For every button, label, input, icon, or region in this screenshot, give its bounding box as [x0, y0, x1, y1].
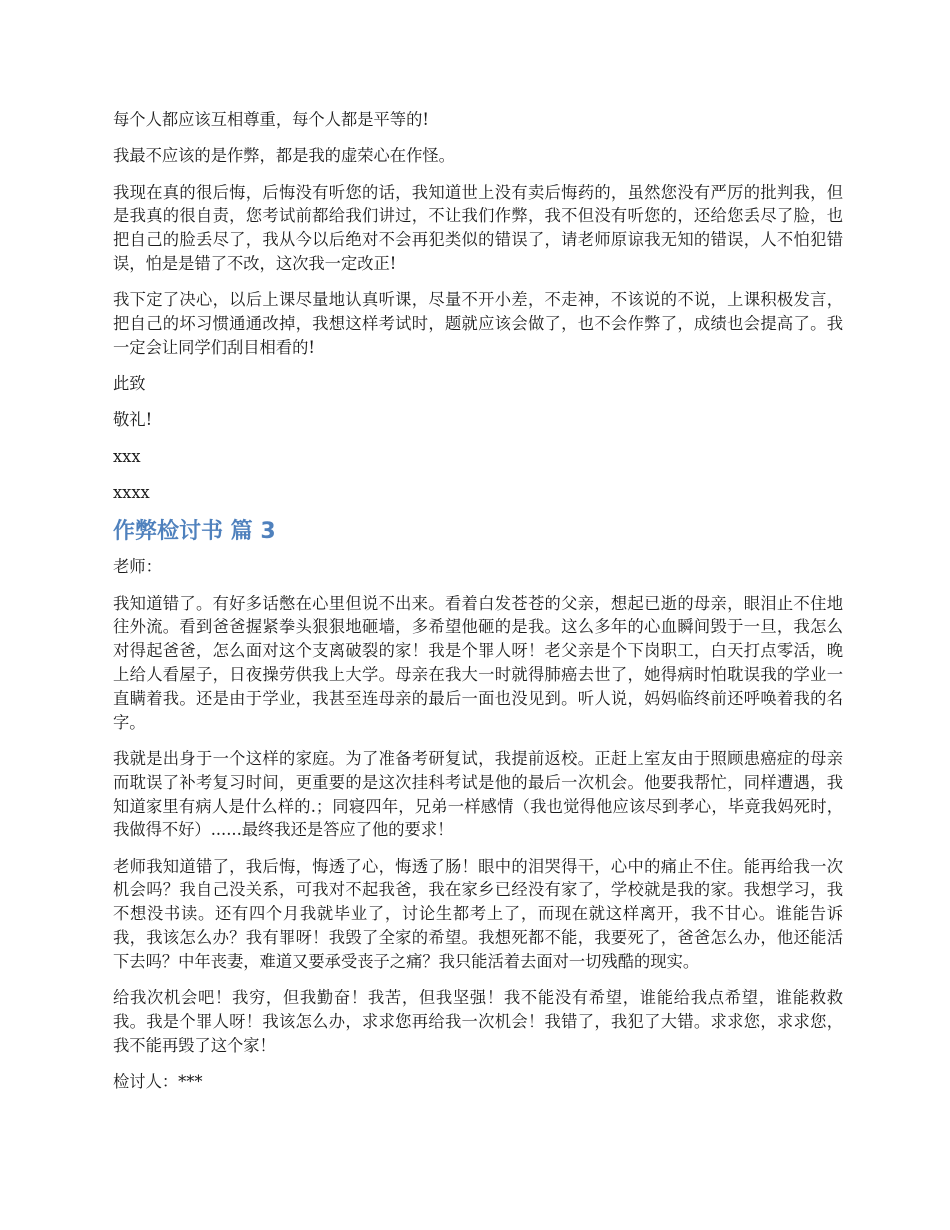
paragraph-remorse: 老师我知道错了，我后悔，悔透了心，悔透了肠！眼中的泪哭得干，心中的痛止不住。能再给我一次机会吗？我自己没关系，可我对不起我爸，我在家乡已经没有家了，学校就是我的家。我想学习，我不想没书读。还有四个月我就毕业了，讨论生都考上了，而现在就这样离开，我不甘心。谁能告诉我，我该怎么办？我有罪呀！我毁了全家的希望。我想死都不能，我要死了，爸爸怎么办，他还能活下去吗？中年丧妻，难道又要承受丧子之痛？我只能活着去面对一切残酷的现实。: [113, 856, 843, 971]
closing-jingli: 敬礼!: [113, 410, 153, 430]
paragraph-background: 我就是出身于一个这样的家庭。为了准备考研复试，我提前返校。正赶上室友由于照顾患癌症的母亲而耽误了补考复习时间，更重要的是这次挂科考试是他的最后一次机会。他要我帮忙，同样遭遇，我知道家里有病人是什么样的.；同寝四年，兄弟一样感情（我也觉得他应该尽到孝心，毕竟我妈死时，我做得不好）......最终我还是答应了他的要求！: [113, 748, 843, 840]
paragraph-family: 我知道错了。有好多话憋在心里但说不出来。看着白发苍苍的父亲，想起已逝的母亲，眼泪止不住地往外流。看到爸爸握紧拳头狠狠地砸墙，多希望他砸的是我。这么多年的心血瞬间毁于一旦，我怎么对得起爸爸，怎么面对这个支离破裂的家！我是个罪人呀！老父亲是个下岗职工，白天打点零活，晚上给人看屋子，日夜操劳供我上大学。母亲在我大一时就得肺癌去世了，她得病时怕耽误我的学业一直瞒着我。还是由于学业，我甚至连母亲的最后一面也没见到。听人说，妈妈临终前还呼唤着我的名字。: [113, 593, 843, 732]
signature-reviewer: 检讨人：***: [113, 1072, 203, 1091]
salutation: 老师：: [113, 557, 162, 577]
paragraph-resolution: 我下定了决心，以后上课尽量地认真听课，尽量不开小差，不走神，不该说的不说，上课积极发言，把自己的坏习惯通通改掉，我想这样考试时，题就应该会做了，也不会作弊了，成绩也会提高了。我一定会让同学们刮目相看的!: [113, 290, 843, 357]
paragraph-respect: 每个人都应该互相尊重，每个人都是平等的!: [113, 110, 429, 129]
paragraph-vanity: 我最不应该的是作弊，都是我的虚荣心在作怪。: [113, 146, 455, 166]
paragraph-regret: 我现在真的很后悔，后悔没有听您的话，我知道世上没有卖后悔药的，虽然您没有严厉的批判我，但是我真的很自责，您考试前都给我们讲过，不让我们作弊，我不但没有听您的，还给您丢尽了脸，也把自己的脸丢尽了，我从今以后绝对不会再犯类似的错误了，请老师原谅我无知的错误，人不怕犯错误，怕是是错了不改，这次我一定改正!: [113, 182, 843, 273]
paragraph-plea: 给我次机会吧！我穷，但我勤奋！我苦，但我坚强！我不能没有希望，谁能给我点希望，谁能救救我。我是个罪人呀！我该怎么办，求求您再给我一次机会！我错了，我犯了大错。求求您，求求您，我不能再毁了这个家！: [113, 988, 843, 1055]
closing-cizhi: 此致: [113, 374, 146, 394]
signature-date: xxxx: [113, 483, 150, 503]
section-heading: 作弊检讨书 篇 3: [113, 519, 276, 545]
document-page: [113, 108, 843, 1106]
signature-name: xxx: [113, 446, 141, 466]
